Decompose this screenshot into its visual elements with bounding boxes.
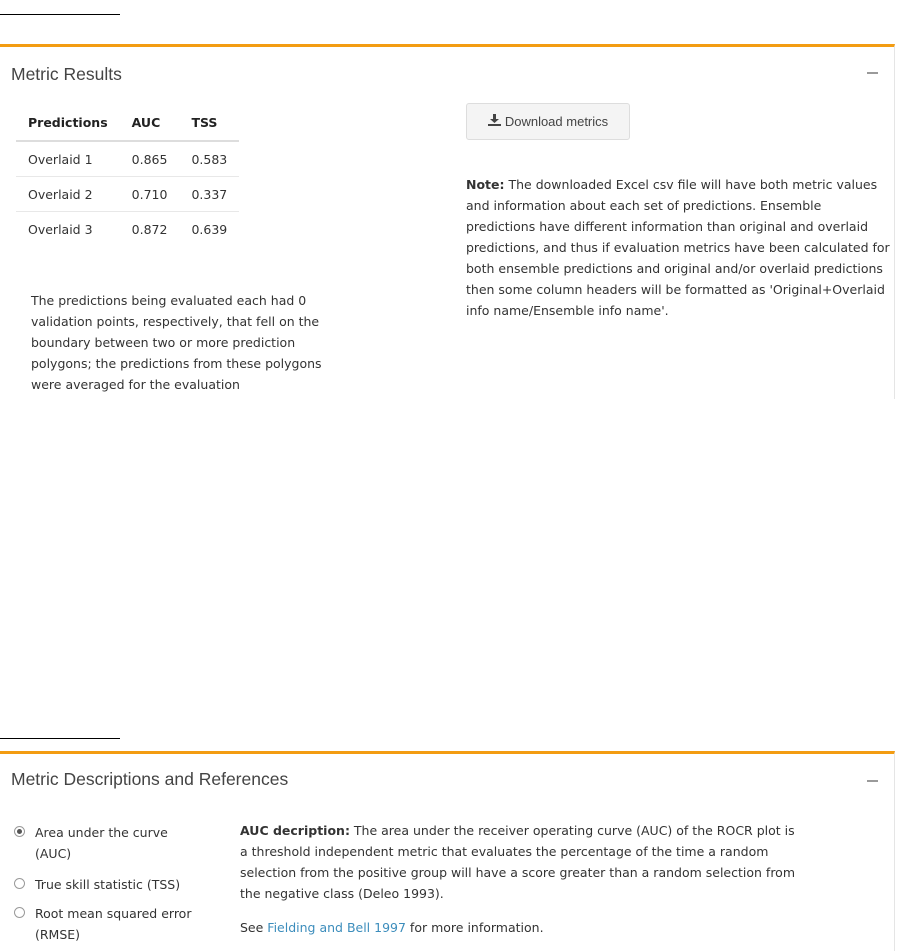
download-metrics-button[interactable] — [466, 103, 630, 140]
cell-prediction: Overlaid 3 — [16, 212, 120, 247]
metrics-table — [16, 104, 239, 246]
radio-label: Root mean squared error (RMSE) — [35, 906, 192, 942]
download-icon — [488, 114, 501, 129]
see-suffix: for more information. — [405, 920, 544, 935]
box-title: Metric Descriptions and References — [11, 769, 289, 789]
cell-prediction: Overlaid 2 — [16, 177, 120, 212]
radio-label: True skill statistic (TSS) — [35, 877, 181, 892]
radio-button[interactable] — [14, 826, 25, 837]
note-label: Note: — [466, 177, 505, 192]
fielding-bell-link[interactable]: Fielding and Bell 1997 — [267, 920, 406, 935]
radio-option-tss[interactable] — [14, 874, 205, 895]
download-note — [466, 174, 891, 321]
box-title: Metric Results — [11, 64, 122, 84]
top-rule — [0, 738, 120, 739]
metric-results-box — [0, 44, 895, 399]
minus-icon[interactable] — [867, 780, 878, 782]
cell-tss: 0.583 — [179, 141, 239, 177]
table-header-row — [16, 104, 239, 141]
download-label: Download metrics — [504, 114, 609, 129]
cell-tss: 0.639 — [179, 212, 239, 247]
minus-icon[interactable] — [867, 72, 878, 74]
table-row — [16, 141, 239, 177]
cell-auc: 0.872 — [120, 212, 180, 247]
cell-tss: 0.337 — [179, 177, 239, 212]
cell-auc: 0.710 — [120, 177, 180, 212]
cell-prediction: Overlaid 1 — [16, 141, 120, 177]
table-row — [16, 212, 239, 247]
radio-button[interactable] — [14, 878, 25, 889]
description-label: AUC decription: — [240, 823, 350, 838]
see-prefix: See — [240, 920, 268, 935]
column-header-predictions: Predictions — [16, 104, 120, 141]
radio-button[interactable] — [14, 907, 25, 918]
description-text: The area under the receiver operating curve (AUC) of the ROCR plot is a threshold independent metric that evaluates the percentage of the time a random selection from the positive group will have a score greater than a random selection from the negative class (Deleo 1993). — [240, 823, 796, 901]
boundary-note: The predictions being evaluated each had 0 validation points, respectively, that fell on the boundary between two or more prediction polygons; the predictions from these polygons were averaged for the evaluation — [31, 293, 322, 392]
column-header-auc: AUC — [120, 104, 180, 141]
cell-auc: 0.865 — [120, 141, 180, 177]
radio-label: Area under the curve (AUC) — [35, 825, 168, 861]
column-header-tss: TSS — [179, 104, 239, 141]
table-row — [16, 177, 239, 212]
radio-option-rmse[interactable] — [14, 903, 205, 945]
note-text: The downloaded Excel csv file will have both metric values and information about each set of predictions. Ensemble predictions have different information than original and overlaid predictions, and thus if evaluation metrics have been calculated for both ensemble predictions and original and/or overlaid predictions then some column headers will be formatted as 'Original+Overlaid info name/Ensemble info name'. — [466, 177, 890, 318]
auc-description — [240, 820, 805, 904]
see-more-line — [240, 917, 805, 938]
top-rule — [0, 14, 120, 15]
radio-option-auc[interactable] — [14, 822, 205, 864]
